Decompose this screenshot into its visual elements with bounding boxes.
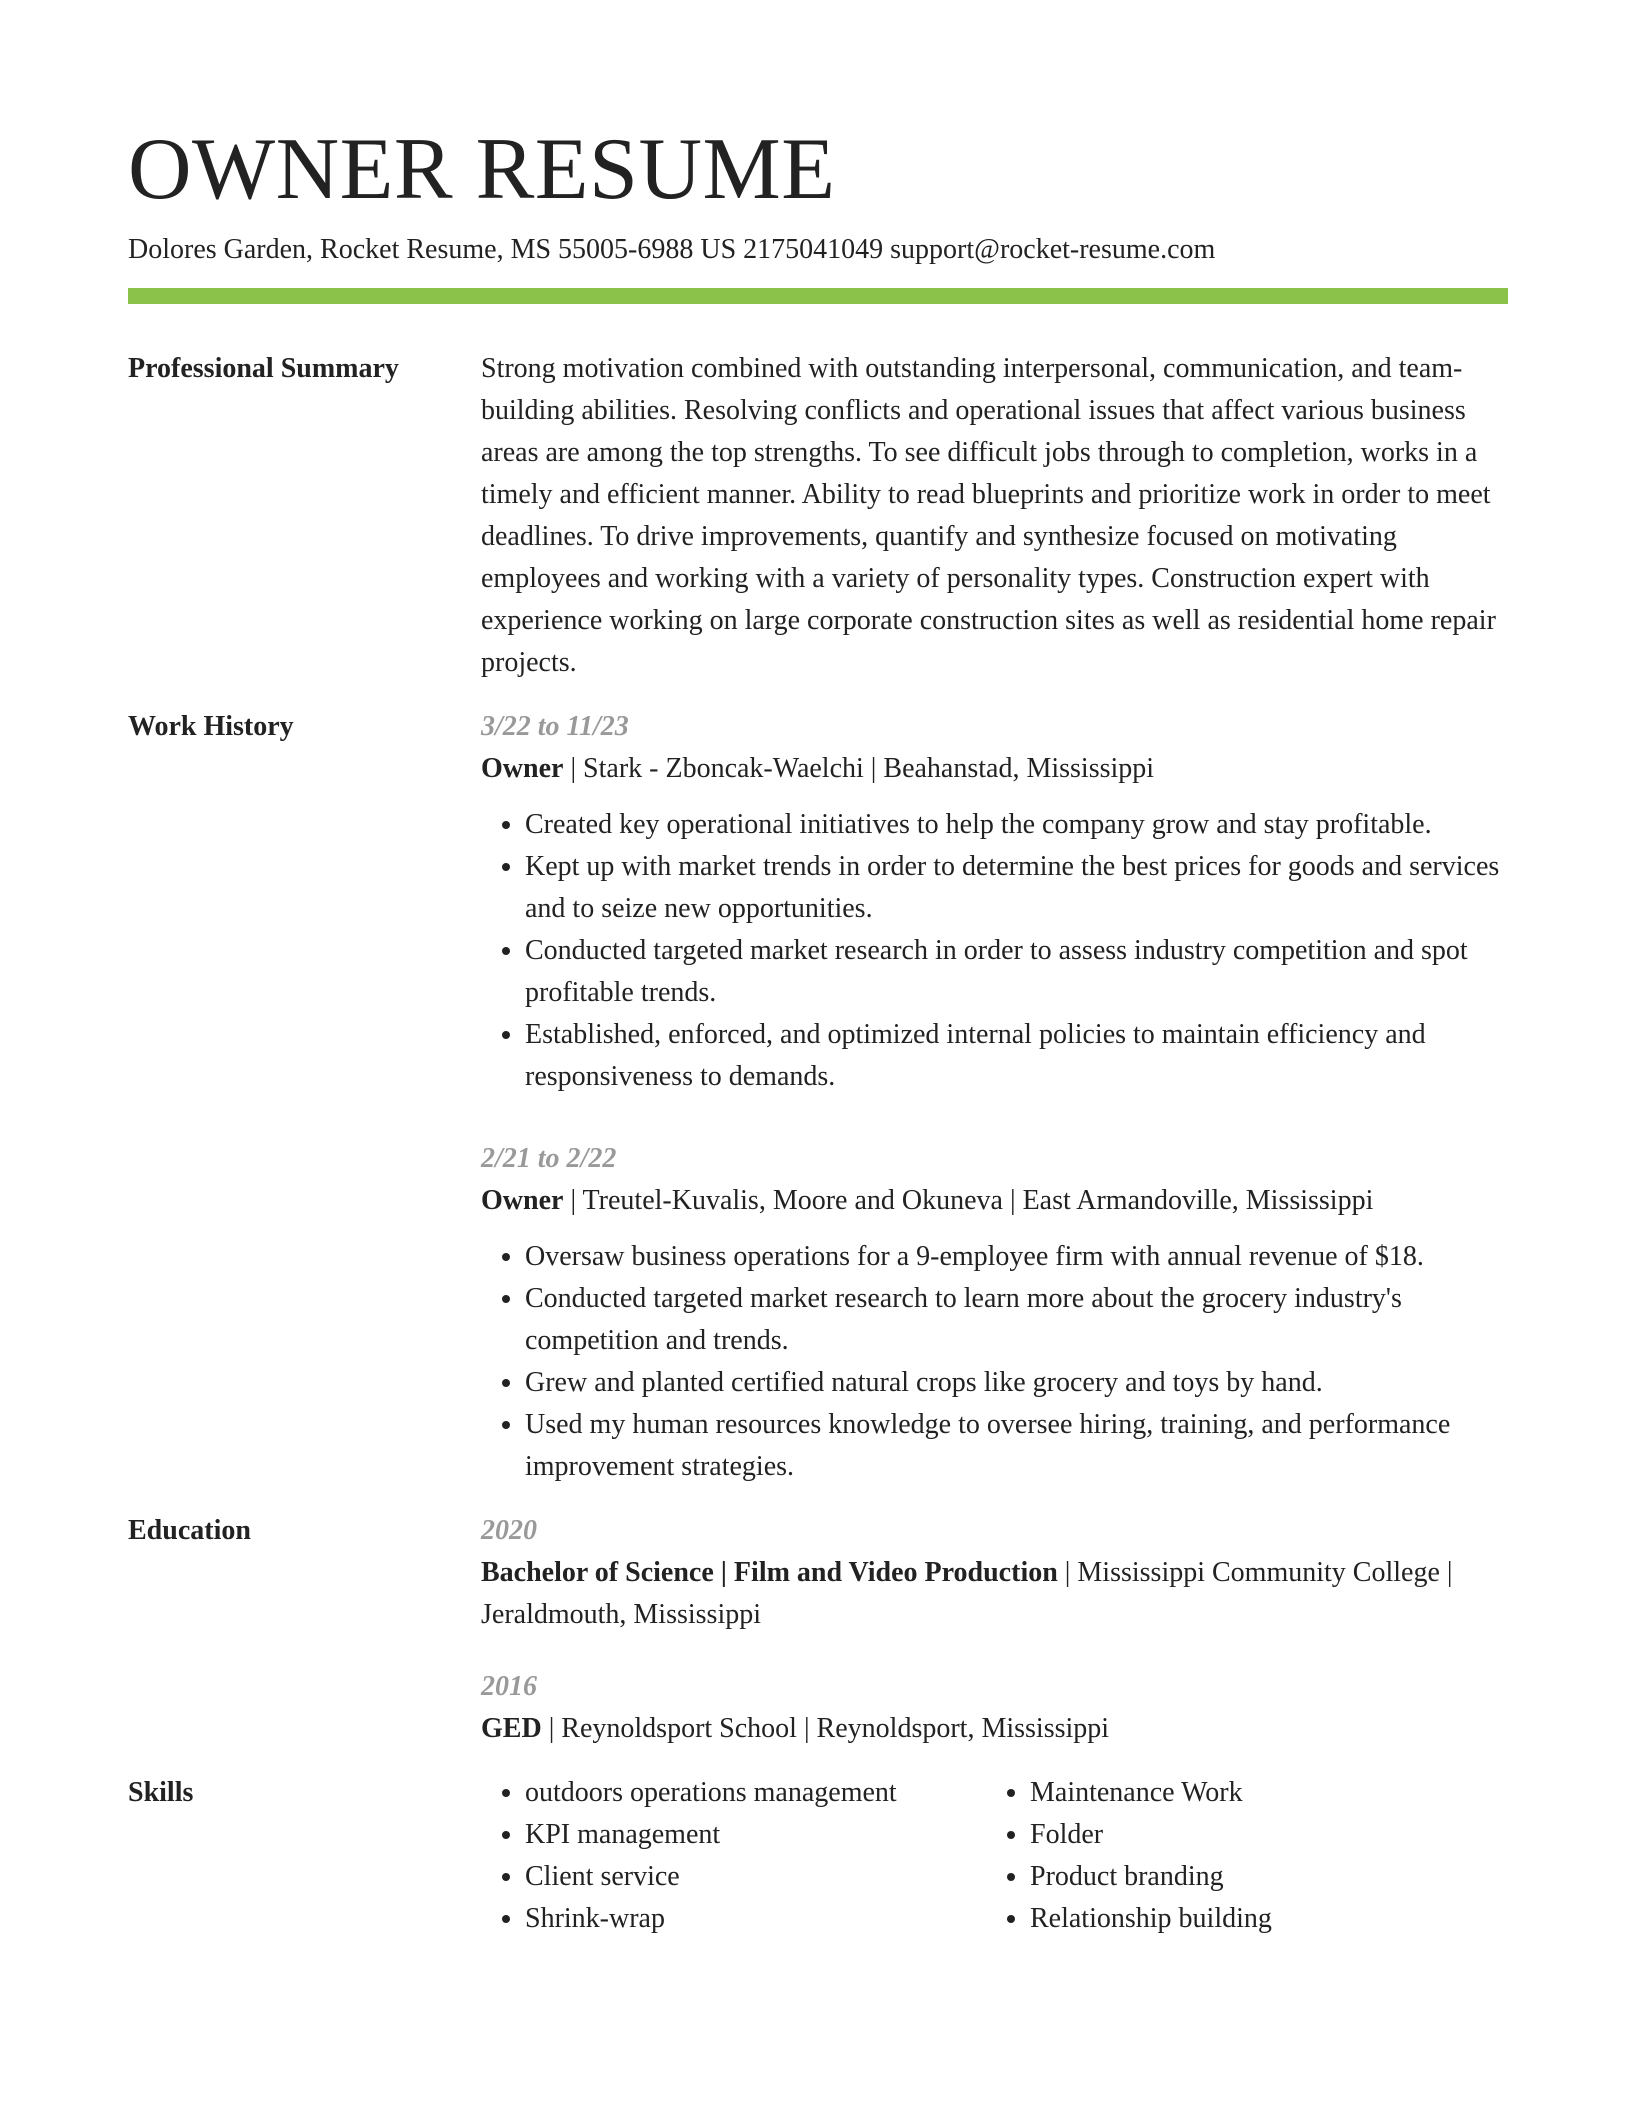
- job-entry: [481, 706, 1508, 1098]
- education-details: | Mississippi Community College | Jeraldmouth, Mississippi: [481, 1557, 1453, 1630]
- education-year: 2020: [481, 1515, 537, 1546]
- education-details: | Reynoldsport School | Reynoldsport, Mississippi: [541, 1713, 1110, 1744]
- job-entry: [481, 1138, 1508, 1488]
- education-entry: [481, 1666, 1508, 1750]
- job-heading: [481, 748, 1508, 790]
- work-history-section: [128, 706, 1508, 1488]
- education-entry: [481, 1510, 1508, 1636]
- summary-section: [128, 348, 1508, 684]
- job-details: | Treutel-Kuvalis, Moore and Okuneva | East Armandoville, Mississippi: [563, 1185, 1374, 1216]
- job-dates: 3/22 to 11/23: [481, 711, 629, 742]
- list-item: • Conducted targeted market research in order to assess industry competition and spot profitable trends.: [525, 930, 1508, 1014]
- list-item: • Conducted targeted market research to learn more about the grocery industry's competition and trends.: [525, 1278, 1508, 1362]
- list-item: • Grew and planted certified natural crops like grocery and toys by hand.: [525, 1362, 1508, 1404]
- job-title: Owner: [481, 753, 564, 784]
- job-bullets: [481, 1236, 1508, 1488]
- summary-text: Strong motivation combined with outstanding interpersonal, communication, and team-building abilities. Resolving conflicts and operational issues that affect various business areas are among the top strengths. To see difficult jobs through to completion, works in a timely and efficient manner. Ability to read blueprints and prioritize work in order to meet deadlines. To drive improvements, quantify and synthesize focused on motivating employees and working with a variety of personality types. Construction expert with experience working on large corporate construction sites as well as residential home repair projects.: [481, 353, 1496, 678]
- list-item: • Oversaw business operations for a 9-employee firm with annual revenue of $18.: [525, 1236, 1508, 1278]
- education-year: 2016: [481, 1671, 537, 1702]
- education-degree: GED: [481, 1713, 542, 1744]
- list-item: • Used my human resources knowledge to oversee hiring, training, and performance improvement strategies.: [525, 1404, 1508, 1488]
- skills-column-right: [986, 1772, 1491, 1940]
- skill-item: • Product branding: [1030, 1856, 1491, 1898]
- list-item: • Kept up with market trends in order to determine the best prices for goods and services and to seize new opportunities.: [525, 846, 1508, 930]
- education-heading: Education: [128, 1515, 251, 1546]
- skills-columns: [481, 1772, 1508, 1940]
- skill-item: • Relationship building: [1030, 1898, 1491, 1940]
- skills-section: [128, 1772, 1508, 1940]
- skill-item: • outdoors operations management: [525, 1772, 986, 1814]
- list-item: • Established, enforced, and optimized internal policies to maintain efficiency and responsiveness to demands.: [525, 1014, 1508, 1098]
- job-dates: 2/21 to 2/22: [481, 1143, 617, 1174]
- work-history-heading: Work History: [128, 711, 294, 742]
- list-item: • Created key operational initiatives to help the company grow and stay profitable.: [525, 804, 1508, 846]
- skill-item: • Folder: [1030, 1814, 1491, 1856]
- resume-title: OWNER RESUME: [128, 121, 836, 218]
- skill-item: • Shrink-wrap: [525, 1898, 986, 1940]
- job-title: Owner: [481, 1185, 564, 1216]
- skills-heading: Skills: [128, 1777, 194, 1808]
- education-degree: Bachelor of Science | Film and Video Production: [481, 1557, 1058, 1588]
- skill-item: • KPI management: [525, 1814, 986, 1856]
- resume-page: [128, 120, 1508, 1940]
- skills-column-left: [481, 1772, 986, 1940]
- education-line: [481, 1552, 1508, 1636]
- contact-line: Dolores Garden, Rocket Resume, MS 55005-6988 US 2175041049 support@rocket-resume.com: [128, 234, 1216, 265]
- skill-item: • Maintenance Work: [1030, 1772, 1491, 1814]
- job-heading: [481, 1180, 1508, 1222]
- job-bullets: [481, 804, 1508, 1098]
- skills-list: [986, 1772, 1491, 1940]
- job-details: | Stark - Zboncak-Waelchi | Beahanstad, Mississippi: [563, 753, 1155, 784]
- education-line: [481, 1708, 1508, 1750]
- skill-item: • Client service: [525, 1856, 986, 1898]
- skills-list: [481, 1772, 986, 1940]
- summary-heading: Professional Summary: [128, 353, 399, 384]
- header-divider: [128, 288, 1508, 304]
- education-section: [128, 1510, 1508, 1750]
